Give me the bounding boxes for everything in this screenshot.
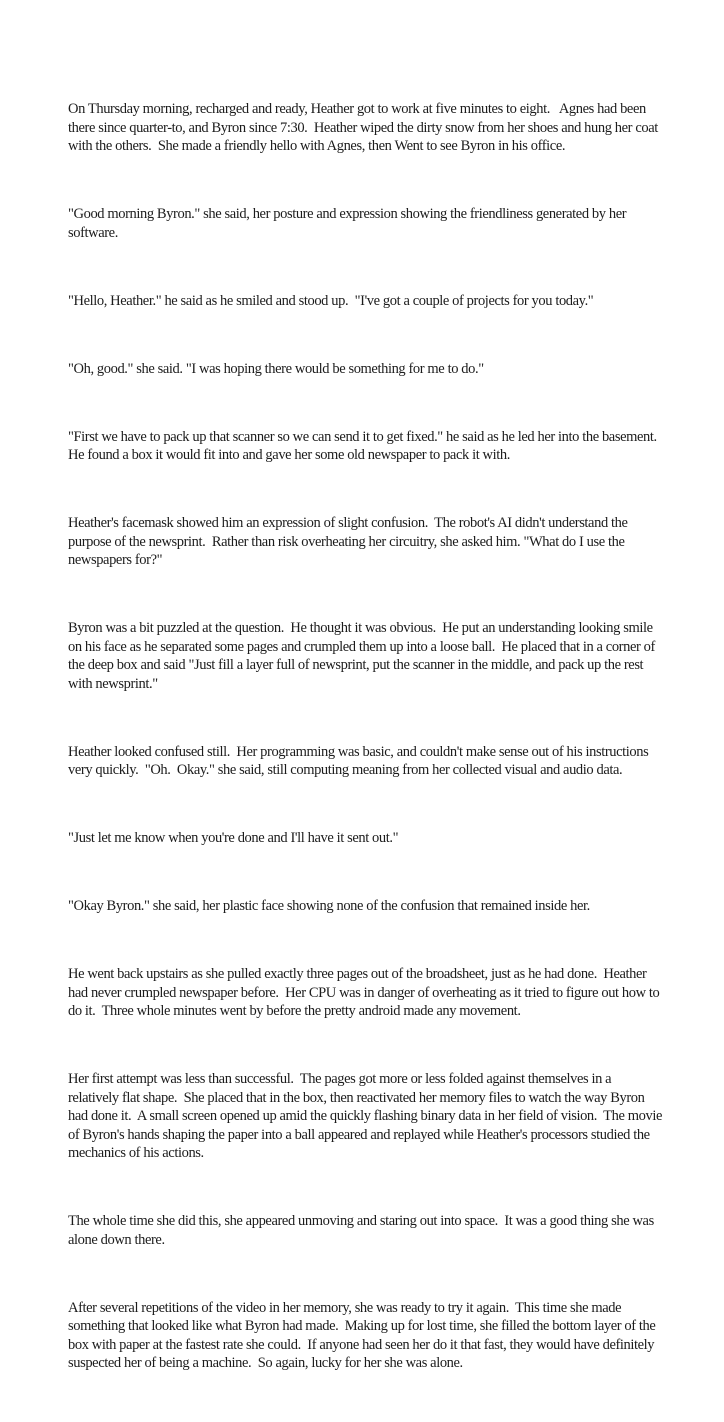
paragraph: On Thursday morning, recharged and ready, Heather got to work at five minutes to eight. Agnes had been there since quarter-to, and Byron since 7:30. Heather wiped the dirty snow from her shoes and hung her coat with the others. She made a friendly hello with Agnes, then Went to see Byron in his office. [68,101,662,154]
paragraph: Heather's facemask showed him an expression of slight confusion. The robot's AI didn't understand the purpose of the newsprint. Rather than risk overheating her circuitry, she asked him. "What do I use the newspapers for?" [68,515,631,568]
story-text-block [68,63,664,1422]
paragraph: The whole time she did this, she appeared unmoving and staring out into space. It was a good thing she was alone down there. [68,1213,658,1248]
paragraph: "Okay Byron." she said, her plastic face showing none of the confusion that remained inside her. [68,898,590,914]
paragraph: After several repetitions of the video in her memory, she was ready to try it again. This time she made something that looked like what Byron had made. Making up for lost time, she filled the bottom layer of the box with paper at the fastest rate she could. If anyone had seen her do it that fast, they would have definitely suspected her of being a machine. So again, lucky for her she was alone. [68,1299,659,1371]
paragraph: "Oh, good." she said. "I was hoping there would be something for me to do." [68,360,484,377]
paragraph: Her first attempt was less than successful. The pages got more or less folded against themselves in a relatively flat shape. She placed that in the box, then reactivated her memory files to watch the way Byron had done it. A small screen opened up amid the quickly flashing binary data in her field of vision. The movie of Byron's hands shaping the paper into a ball appeared and replayed while Heather's processors studied the mechanics of his actions. [68,1071,666,1161]
paragraph: He went back upstairs as she pulled exactly three pages out of the broadsheet, just as he had done. Heather had never crumpled newspaper before. Her CPU was in danger of overheating as it tried to figure out how to do it. Three whole minutes went by before the pretty android made any movement. [68,966,663,1019]
paragraph: "First we have to pack up that scanner so we can send it to get fixed." he said as he led her into the basement. He found a box it would fit into and gave her some old newspaper to pack it with. [68,428,664,463]
paragraph: Heather looked confused still. Her programming was basic, and couldn't make sense out of his instructions very quickly. "Oh. Okay." she said, still computing meaning from her collected visual and audio data. [68,743,652,778]
paragraph: Byron was a bit puzzled at the question. He thought it was obvious. He put an understanding looking smile on his face as he separated some pages and crumpled them up into a loose ball. He placed that in a corner of the deep box and said "Just fill a layer full of newsprint, put the scanner in the middle, and pack up the rest with newsprint." [68,620,659,692]
paragraph: "Just let me know when you're done and I'll have it sent out." [68,830,399,846]
paragraph: "Good morning Byron." she said, her posture and expression showing the friendliness generated by her software. [68,206,630,241]
paragraph: "Hello, Heather." he said as he smiled and stood up. "I've got a couple of projects for you today." [68,292,594,309]
